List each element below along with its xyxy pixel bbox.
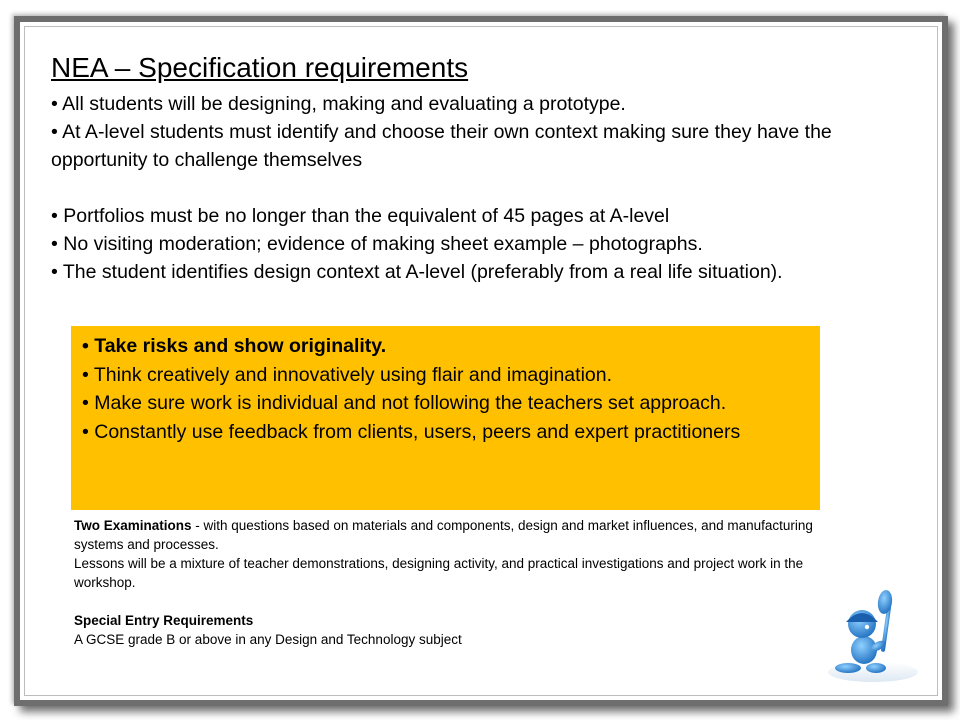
slide-title: NEA – Specification requirements (51, 52, 469, 83)
spacer (74, 592, 844, 611)
entry-text: A GCSE grade B or above in any Design and Technology subject (74, 632, 462, 647)
highlight-item: • Constantly use feedback from clients, users, peers and expert practitioners (82, 420, 741, 443)
blue-figure-with-spoon-icon (818, 584, 928, 684)
lessons-paragraph: Lessons will be a mixture of teacher demonstrations, designing activity, and practical investigations and project work in the workshop. (74, 556, 804, 590)
requirement-item: • Portfolios must be no longer than the equivalent of 45 pages at A-level (51, 205, 670, 227)
requirements-list (51, 90, 881, 286)
requirement-item: • No visiting moderation; evidence of making sheet example – photographs. (51, 233, 703, 255)
highlight-list (82, 332, 810, 446)
requirement-item: • At A-level students must identify and choose their own context making sure they have the opportunity to challenge themselves (51, 121, 832, 171)
entry-heading: Special Entry Requirements (74, 613, 254, 628)
course-info (74, 516, 844, 649)
highlight-item: • Take risks and show originality. (82, 335, 387, 357)
exams-heading: Two Examinations (74, 518, 192, 533)
requirement-item: • The student identifies design context at A-level (preferably from a real life situation). (51, 261, 783, 283)
exams-paragraph (74, 516, 844, 554)
highlight-item: • Think creatively and innovatively using flair and imagination. (82, 363, 613, 386)
requirement-item: • All students will be designing, making and evaluating a prototype. (51, 93, 626, 115)
highlight-item: • Make sure work is individual and not following the teachers set approach. (82, 392, 727, 414)
highlight-box (71, 326, 820, 510)
exams-text: - with questions based on materials and components, design and market influences, and manufacturing systems and processes. (74, 518, 813, 552)
